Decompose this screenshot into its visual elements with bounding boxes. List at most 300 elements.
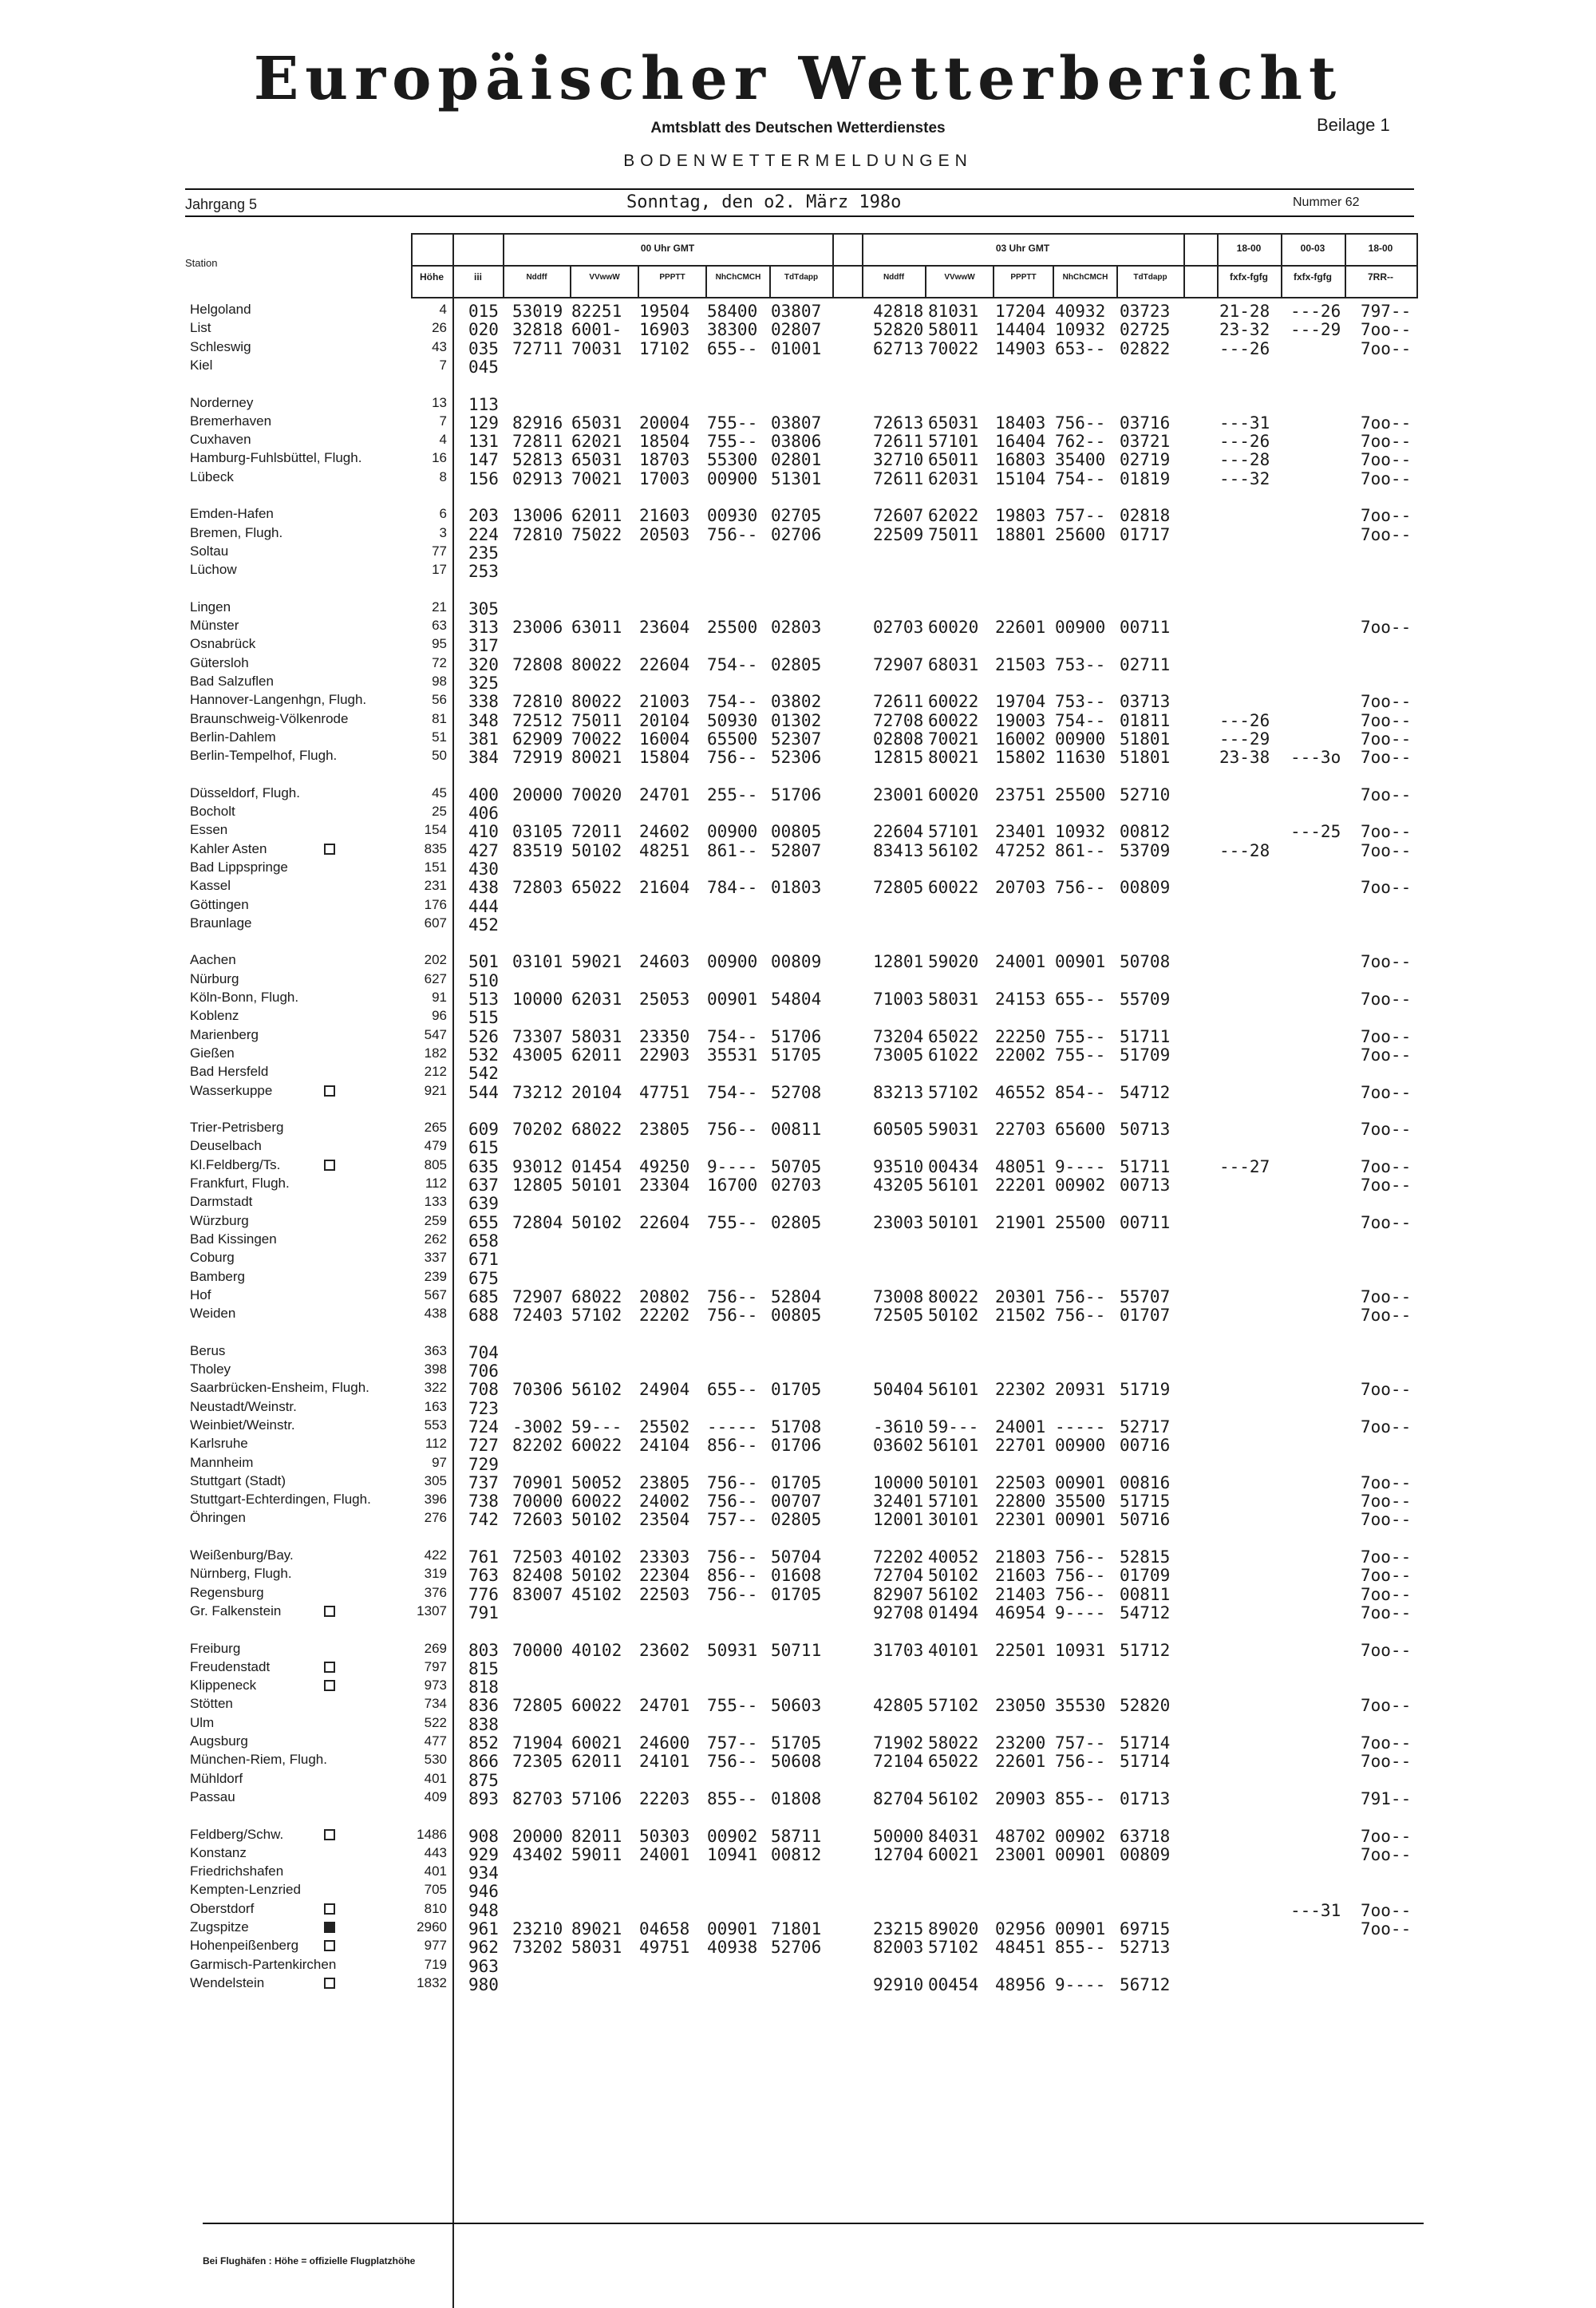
station-row: [0, 1659, 1596, 1677]
obs-03-value: 23050: [995, 1696, 1046, 1715]
obs-00-value: 00901: [707, 990, 758, 1009]
obs-03-value: 00900: [1055, 729, 1106, 749]
station-name: Tholey: [190, 1361, 231, 1377]
station-index: 675: [468, 1269, 499, 1288]
obs-00-value: 755--: [707, 413, 758, 433]
station-height: 91: [432, 990, 447, 1005]
obs-00-value: 16004: [639, 729, 690, 749]
obs-03-value: 46552: [995, 1083, 1046, 1102]
precip-18-00: 7oo--: [1361, 1083, 1412, 1102]
obs-00-value: 00809: [771, 952, 822, 971]
station-height: 51: [432, 729, 447, 745]
station-row: [0, 1901, 1596, 1919]
subcolumn-divider: [1053, 265, 1054, 297]
obs-00-value: 24101: [639, 1752, 690, 1771]
obs-03-value: 72611: [873, 692, 924, 711]
station-row: [0, 1455, 1596, 1472]
obs-03-value: 00900: [1055, 1436, 1106, 1455]
station-row: [0, 841, 1596, 859]
obs-03-value: 65031: [928, 413, 979, 433]
station-row: [0, 1306, 1596, 1323]
obs-00-value: 32818: [512, 320, 563, 339]
gust-18-00: 23-32: [1219, 320, 1270, 339]
obs-00-value: 72403: [512, 1306, 563, 1325]
station-row: [0, 525, 1596, 543]
obs-00-value: 04658: [639, 1919, 690, 1938]
obs-03-value: 12801: [873, 952, 924, 971]
obs-00-value: 861--: [707, 841, 758, 860]
obs-03-value: 00711: [1120, 1213, 1171, 1232]
station-index: 147: [468, 450, 499, 469]
obs-00-value: 70202: [512, 1120, 563, 1139]
obs-03-value: 82907: [873, 1585, 924, 1604]
station-height: 265: [424, 1120, 447, 1135]
obs-03-value: 25500: [1055, 1213, 1106, 1232]
obs-00-value: 72603: [512, 1510, 563, 1529]
obs-00-value: 72804: [512, 1213, 563, 1232]
obs-03-value: 30101: [928, 1510, 979, 1529]
obs-00-value: 62031: [571, 990, 622, 1009]
volume-label: Jahrgang 5: [185, 196, 258, 212]
station-row: [0, 1771, 1596, 1788]
obs-03-value: 01713: [1120, 1789, 1171, 1808]
obs-03-value: 25600: [1055, 525, 1106, 544]
obs-00-value: 54804: [771, 990, 822, 1009]
obs-00-value: 756--: [707, 1287, 758, 1306]
mountain-station-square-icon: [324, 1662, 335, 1673]
obs-03-value: 48702: [995, 1827, 1046, 1846]
station-height: 810: [424, 1901, 447, 1916]
obs-00-value: 35531: [707, 1045, 758, 1065]
obs-00-value: 02807: [771, 320, 822, 339]
obs-03-value: 23200: [995, 1733, 1046, 1753]
obs-03-value: 52713: [1120, 1938, 1171, 1957]
station-index: 671: [468, 1250, 499, 1269]
station-name: Öhringen: [190, 1510, 246, 1525]
obs-00-value: 71904: [512, 1733, 563, 1753]
obs-03-value: 19003: [995, 711, 1046, 730]
obs-00-value: 63011: [571, 618, 622, 637]
station-index: 723: [468, 1399, 499, 1418]
obs-00-value: 02805: [771, 655, 822, 674]
station-height: 477: [424, 1733, 447, 1749]
station-name: Mühldorf: [190, 1771, 243, 1786]
station-row: [0, 711, 1596, 729]
obs-03-value: 63718: [1120, 1827, 1171, 1846]
mountain-station-square-icon: [324, 1606, 335, 1617]
obs-00-value: 756--: [707, 1585, 758, 1604]
station-height: 4: [439, 432, 447, 447]
obs-03-value: 48956: [995, 1975, 1046, 1994]
block03-header: 03 Uhr GMT: [995, 243, 1050, 254]
station-height: 805: [424, 1157, 447, 1172]
obs-03-value: 02808: [873, 729, 924, 749]
obs-03-value: 58031: [928, 990, 979, 1009]
station-height: 63: [432, 618, 447, 633]
obs-03-value: 46954: [995, 1603, 1046, 1622]
obs-03-value: 9----: [1055, 1157, 1106, 1176]
obs-03-value: 60022: [928, 692, 979, 711]
station-index: 035: [468, 339, 499, 358]
filled-square-icon: [324, 1922, 335, 1933]
obs-00-value: 23805: [639, 1120, 690, 1139]
obs-00-value: 21604: [639, 878, 690, 897]
station-height: 479: [424, 1138, 447, 1153]
obs-03-value: 16803: [995, 450, 1046, 469]
station-name: Coburg: [190, 1250, 235, 1265]
obs-03-value: 861--: [1055, 841, 1106, 860]
station-name: Kahler Asten: [190, 841, 267, 856]
subcolumn-header: VVwwW: [589, 273, 620, 282]
obs-00-value: 93012: [512, 1157, 563, 1176]
station-row: [0, 1361, 1596, 1379]
obs-00-value: 22203: [639, 1789, 690, 1808]
station-height: 6: [439, 506, 447, 521]
station-index: 818: [468, 1678, 499, 1697]
obs-03-value: 9----: [1055, 1603, 1106, 1622]
station-name: Kiel: [190, 358, 213, 373]
obs-03-value: 57102: [928, 1938, 979, 1957]
precip-18-00: 7oo--: [1361, 413, 1412, 433]
precip-18-00: 7oo--: [1361, 711, 1412, 730]
obs-00-value: 03802: [771, 692, 822, 711]
obs-00-value: 16903: [639, 320, 690, 339]
obs-03-value: -3610: [873, 1417, 924, 1437]
obs-00-value: 56102: [571, 1380, 622, 1399]
precip-18-00: 7oo--: [1361, 1845, 1412, 1864]
mountain-station-square-icon: [324, 1978, 335, 1989]
station-name: Gr. Falkenstein: [190, 1603, 282, 1618]
obs-00-value: 18504: [639, 432, 690, 451]
subcolumn-header: PPPTT: [1010, 273, 1037, 282]
station-height: 835: [424, 841, 447, 856]
obs-00-value: 754--: [707, 1027, 758, 1046]
mountain-station-square-icon: [324, 1680, 335, 1691]
obs-00-value: 856--: [707, 1566, 758, 1585]
obs-00-value: 756--: [707, 1547, 758, 1567]
obs-00-value: 70020: [571, 785, 622, 804]
station-name: Nürnberg, Flugh.: [190, 1566, 292, 1581]
obs-03-value: 72202: [873, 1547, 924, 1567]
station-row: [0, 655, 1596, 673]
obs-00-value: 50608: [771, 1752, 822, 1771]
subcolumn-divider: [993, 265, 994, 297]
obs-03-value: 11630: [1055, 748, 1106, 767]
station-height: 202: [424, 952, 447, 967]
station-index: 929: [468, 1845, 499, 1864]
obs-03-value: 00901: [1055, 1473, 1106, 1492]
precip-18-00: 7oo--: [1361, 525, 1412, 544]
station-name: Essen: [190, 822, 228, 837]
obs-00-value: 62909: [512, 729, 563, 749]
obs-00-value: 50704: [771, 1547, 822, 1567]
station-name: Trier-Petrisberg: [190, 1120, 284, 1135]
obs-00-value: 50102: [571, 1213, 622, 1232]
header-line-mid: [411, 265, 1418, 267]
obs-00-value: 22304: [639, 1566, 690, 1585]
precip-18-00: 7oo--: [1361, 1473, 1412, 1492]
station-row: [0, 1008, 1596, 1026]
obs-03-value: 54712: [1120, 1603, 1171, 1622]
obs-00-value: 82251: [571, 302, 622, 321]
obs-00-value: 83007: [512, 1585, 563, 1604]
obs-03-value: 855--: [1055, 1938, 1106, 1957]
station-height: 7: [439, 413, 447, 429]
obs-00-value: 50930: [707, 711, 758, 730]
gust-00-03: ---31: [1290, 1901, 1341, 1920]
obs-03-value: 51712: [1120, 1641, 1171, 1660]
station-index: 963: [468, 1957, 499, 1976]
obs-03-value: 22601: [995, 1752, 1046, 1771]
obs-00-value: 755--: [707, 432, 758, 451]
obs-03-value: 00716: [1120, 1436, 1171, 1455]
station-height: 56: [432, 692, 447, 707]
station-row: [0, 878, 1596, 895]
obs-00-value: 02805: [771, 1213, 822, 1232]
obs-00-value: 53019: [512, 302, 563, 321]
obs-03-value: 755--: [1055, 1045, 1106, 1065]
station-name: Cuxhaven: [190, 432, 251, 447]
station-row: [0, 1399, 1596, 1417]
station-row: [0, 785, 1596, 803]
obs-03-value: 42805: [873, 1696, 924, 1715]
station-index: 381: [468, 729, 499, 749]
station-index: 501: [468, 952, 499, 971]
station-height: 522: [424, 1715, 447, 1730]
station-index: 320: [468, 655, 499, 674]
obs-03-value: 65022: [928, 1752, 979, 1771]
station-name: Hannover-Langenhgn, Flugh.: [190, 692, 367, 707]
obs-00-value: 80022: [571, 692, 622, 711]
obs-00-value: 21603: [639, 506, 690, 525]
station-index: 515: [468, 1008, 499, 1027]
obs-00-value: 72305: [512, 1752, 563, 1771]
obs-03-value: 01707: [1120, 1306, 1171, 1325]
subcolumn-divider: [705, 265, 707, 297]
precip-18-00: 7oo--: [1361, 1287, 1412, 1306]
obs-00-value: 24701: [639, 785, 690, 804]
sub1-header: fxfx-fgfg: [1230, 271, 1268, 283]
obs-00-value: 43402: [512, 1845, 563, 1864]
station-index: 836: [468, 1696, 499, 1715]
obs-03-value: 754--: [1055, 711, 1106, 730]
station-height: 2960: [417, 1919, 447, 1935]
obs-03-value: 23003: [873, 1213, 924, 1232]
obs-03-value: 32401: [873, 1492, 924, 1511]
station-row: [0, 1678, 1596, 1695]
bottom-rule: [203, 2223, 1424, 2224]
block00-header: 00 Uhr GMT: [640, 243, 695, 254]
station-index: 637: [468, 1176, 499, 1195]
precip-18-00: 7oo--: [1361, 432, 1412, 451]
obs-03-value: 60022: [928, 711, 979, 730]
station-height: 72: [432, 655, 447, 670]
obs-03-value: 60022: [928, 878, 979, 897]
obs-03-value: 51719: [1120, 1380, 1171, 1399]
station-index: 400: [468, 785, 499, 804]
station-name: Kl.Feldberg/Ts.: [190, 1157, 281, 1172]
obs-00-value: 23303: [639, 1547, 690, 1567]
station-index: 738: [468, 1492, 499, 1511]
precip-18-00: 7oo--: [1361, 1585, 1412, 1604]
station-row: [0, 302, 1596, 319]
station-row: [0, 1938, 1596, 1955]
obs-00-value: 57102: [571, 1306, 622, 1325]
precip-18-00: 7oo--: [1361, 1176, 1412, 1195]
obs-00-value: 03806: [771, 432, 822, 451]
obs-03-value: 60020: [928, 618, 979, 637]
station-row: [0, 1194, 1596, 1211]
station-index: 438: [468, 878, 499, 897]
obs-03-value: 50716: [1120, 1510, 1171, 1529]
obs-00-value: 38300: [707, 320, 758, 339]
mountain-station-square-icon: [324, 1160, 335, 1171]
obs-00-value: 03807: [771, 413, 822, 433]
station-height: 154: [424, 822, 447, 837]
station-row: [0, 320, 1596, 338]
obs-03-value: 756--: [1055, 1566, 1106, 1585]
obs-03-value: 22601: [995, 618, 1046, 637]
precip-18-00: 7oo--: [1361, 1733, 1412, 1753]
obs-03-value: 43205: [873, 1176, 924, 1195]
obs-03-value: 03723: [1120, 302, 1171, 321]
obs-03-value: 756--: [1055, 1547, 1106, 1567]
obs-03-value: 55707: [1120, 1287, 1171, 1306]
obs-00-value: 50931: [707, 1641, 758, 1660]
station-row: [0, 1641, 1596, 1658]
obs-00-value: 22604: [639, 655, 690, 674]
obs-00-value: 51706: [771, 785, 822, 804]
station-row: [0, 692, 1596, 709]
obs-03-value: 92708: [873, 1603, 924, 1622]
obs-03-value: 00811: [1120, 1585, 1171, 1604]
obs-00-value: 6001-: [571, 320, 622, 339]
obs-00-value: 23006: [512, 618, 563, 637]
obs-00-value: 01705: [771, 1380, 822, 1399]
station-height: 607: [424, 915, 447, 931]
obs-00-value: 20104: [639, 711, 690, 730]
station-height: 409: [424, 1789, 447, 1804]
obs-03-value: 56712: [1120, 1975, 1171, 1994]
precip-18-00: 7oo--: [1361, 1157, 1412, 1176]
obs-03-value: 22604: [873, 822, 924, 841]
station-name: Konstanz: [190, 1845, 247, 1860]
obs-00-value: 40938: [707, 1938, 758, 1957]
obs-03-value: 22250: [995, 1027, 1046, 1046]
precip-18-00: 7oo--: [1361, 1566, 1412, 1585]
station-height: 259: [424, 1213, 447, 1228]
obs-00-value: 655--: [707, 1380, 758, 1399]
station-index: 980: [468, 1975, 499, 1994]
station-index: 235: [468, 543, 499, 563]
station-name: Köln-Bonn, Flugh.: [190, 990, 299, 1005]
obs-00-value: 51705: [771, 1045, 822, 1065]
obs-03-value: 59020: [928, 952, 979, 971]
station-index: 776: [468, 1585, 499, 1604]
station-index: 934: [468, 1863, 499, 1883]
station-height: 7: [439, 358, 447, 373]
station-row: [0, 915, 1596, 933]
obs-00-value: 52708: [771, 1083, 822, 1102]
station-index: 791: [468, 1603, 499, 1622]
obs-00-value: 00900: [707, 469, 758, 488]
station-name: Passau: [190, 1789, 235, 1804]
station-index: 015: [468, 302, 499, 321]
station-index: 704: [468, 1343, 499, 1362]
obs-03-value: 40101: [928, 1641, 979, 1660]
obs-03-value: 02818: [1120, 506, 1171, 525]
station-row: [0, 599, 1596, 617]
station-index: 948: [468, 1901, 499, 1920]
obs-03-value: 20301: [995, 1287, 1046, 1306]
station-row: [0, 395, 1596, 413]
station-height: 25: [432, 804, 447, 819]
station-name: Bocholt: [190, 804, 235, 819]
obs-03-value: 72613: [873, 413, 924, 433]
station-name: Würzburg: [190, 1213, 249, 1228]
precip-18-00: 7oo--: [1361, 1901, 1412, 1920]
station-name: Düsseldorf, Flugh.: [190, 785, 300, 800]
precip-18-00: 7oo--: [1361, 692, 1412, 711]
station-name: Berlin-Tempelhof, Flugh.: [190, 748, 338, 763]
obs-03-value: 57102: [928, 1696, 979, 1715]
obs-00-value: 01302: [771, 711, 822, 730]
obs-00-value: 51301: [771, 469, 822, 488]
station-name: Saarbrücken-Ensheim, Flugh.: [190, 1380, 369, 1395]
station-index: 615: [468, 1138, 499, 1157]
obs-00-value: 20503: [639, 525, 690, 544]
gust-18-00: ---26: [1219, 339, 1270, 358]
obs-03-value: 21403: [995, 1585, 1046, 1604]
obs-03-value: 14404: [995, 320, 1046, 339]
obs-03-value: 72805: [873, 878, 924, 897]
obs-03-value: 00900: [1055, 618, 1106, 637]
obs-03-value: 72704: [873, 1566, 924, 1585]
station-row: [0, 748, 1596, 765]
station-index: 113: [468, 395, 499, 414]
obs-03-value: 22301: [995, 1510, 1046, 1529]
obs-03-value: 35500: [1055, 1492, 1106, 1511]
obs-03-value: 02711: [1120, 655, 1171, 674]
obs-03-value: 653--: [1055, 339, 1106, 358]
obs-00-value: 62011: [571, 1752, 622, 1771]
obs-03-value: 51711: [1120, 1027, 1171, 1046]
obs-03-value: 52717: [1120, 1417, 1171, 1437]
obs-00-value: 24602: [639, 822, 690, 841]
precip-18-00: 7oo--: [1361, 1417, 1412, 1437]
station-name: Helgoland: [190, 302, 251, 317]
station-name: Frankfurt, Flugh.: [190, 1176, 290, 1191]
obs-03-value: 92910: [873, 1975, 924, 1994]
obs-00-value: 40102: [571, 1547, 622, 1567]
precip-18-00: 791--: [1361, 1789, 1412, 1808]
station-height: 176: [424, 897, 447, 912]
station-index: 635: [468, 1157, 499, 1176]
station-index: 410: [468, 822, 499, 841]
station-name: München-Riem, Flugh.: [190, 1752, 327, 1767]
obs-03-value: 855--: [1055, 1789, 1106, 1808]
obs-03-value: 56101: [928, 1380, 979, 1399]
station-name: Feldberg/Schw.: [190, 1827, 284, 1842]
obs-00-value: 68022: [571, 1120, 622, 1139]
iii-header: iii: [473, 271, 482, 283]
obs-00-value: 60022: [571, 1696, 622, 1715]
station-index: 532: [468, 1045, 499, 1065]
obs-03-value: 9----: [1055, 1975, 1106, 1994]
station-row: [0, 1919, 1596, 1937]
station-index: 639: [468, 1194, 499, 1213]
station-index: 708: [468, 1380, 499, 1399]
